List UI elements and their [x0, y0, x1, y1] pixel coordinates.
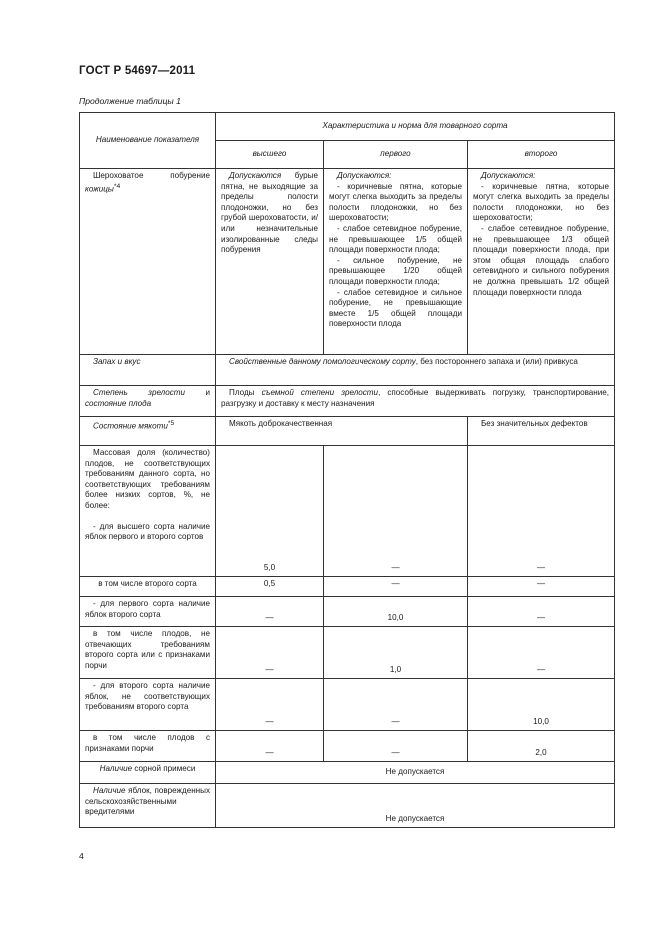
smell-name: Запах и вкус: [80, 355, 216, 386]
row-pulp: [80, 417, 615, 446]
roughness-second: Допускаются: - коричневые пятна, которые могут слегка выходить за пределы полости плодоножки, но без шероховатости; - слабое сетевидное побурение, не превышающее 1/3 общей площади поверхности плода, при этом общая площадь слабого сетевидного и сильного побурения не должна превышать 1/2 общей площади поверхности плода: [468, 169, 615, 355]
incl-second-name: в том числе второго сорта: [80, 577, 216, 597]
mass-second-value: —: [468, 446, 615, 577]
row-roughness: [80, 169, 615, 355]
quality-table: [79, 112, 615, 828]
header-characteristic: Характеристика и норма для товарного сорта: [216, 113, 615, 141]
for-second-second: 10,0: [468, 679, 615, 731]
row-pests: [80, 784, 615, 828]
for-first-second: —: [468, 597, 615, 627]
table-header-row: [80, 113, 615, 141]
standard-header: ГОСТ Р 54697—2011: [79, 65, 196, 77]
mass-first-value: —: [324, 446, 468, 577]
pulp-value-highest-first: Мякоть доброкачественная: [216, 417, 468, 446]
table-caption: Продолжение таблицы 1: [79, 96, 181, 106]
header-grade-first: первого: [324, 141, 468, 169]
incl-second-highest: 0,5: [216, 577, 324, 597]
for-first-first: 10,0: [324, 597, 468, 627]
row-for-first: [80, 597, 615, 627]
for-second-highest: —: [216, 679, 324, 731]
ripeness-name: Степень зрелости и состояние плода: [80, 386, 216, 417]
header-grade-second: второго: [468, 141, 615, 169]
pests-name: Наличие яблок, поврежденных сельскохозяйственными вредителями: [80, 784, 216, 828]
incl-spoil-name: в том числе плодов с признаками порчи: [80, 731, 216, 762]
header-indicator-name: Наименование показателя: [80, 113, 216, 169]
roughness-first: Допускаются: - коричневые пятна, которые могут слегка выходить за пределы полости плодоножки, но без шероховатости; - слабое сетевидное побурение, не превышающее 1/5 общей площади поверхности плода; - сильное побурение, не превышающее 1/20 общей площади поверхности плода; - слабое сетевидное и сильное побурение, не превышающие вместе 1/5 общей площади поверхности плода: [324, 169, 468, 355]
mass-highest-value: 5,0: [216, 446, 324, 577]
ripeness-value: Плоды съемной степени зрелости, способные выдерживать погрузку, транспортирование, разгрузку и доставку к месту назначения: [216, 386, 615, 417]
incl-spoil-second: 2,0: [468, 731, 615, 762]
roughness-name: Шероховатое побурение кожицы$^{*4}$: [80, 169, 216, 355]
incl-unfit-second: —: [468, 627, 615, 679]
for-first-name: - для первого сорта наличие яблок второго сорта: [80, 597, 216, 627]
row-weeds: [80, 762, 615, 784]
row-for-second: [80, 679, 615, 731]
row-incl-unfit: [80, 627, 615, 679]
row-ripeness: [80, 386, 615, 417]
for-second-first: —: [324, 679, 468, 731]
roughness-highest: Допускаются бурые пятна, не выходящие за пределы полости плодоножки, но без грубой шероховатости, и/или незначительные изолированные следы побурения: [216, 169, 324, 355]
incl-unfit-name: в том числе плодов, не отвечающих требованиям второго сорта или с признаками порчи: [80, 627, 216, 679]
page-number: 4: [79, 851, 84, 861]
incl-spoil-highest: —: [216, 731, 324, 762]
for-second-name: - для второго сорта наличие яблок, не соответствующих требованиям второго сорта: [80, 679, 216, 731]
row-smell: [80, 355, 615, 386]
pulp-value-second: Без значительных дефектов: [468, 417, 615, 446]
weeds-name: Наличие сорной примеси: [80, 762, 216, 784]
pulp-name: Состояние мякоти$^{*5}$: [80, 417, 216, 446]
incl-second-second: —: [468, 577, 615, 597]
row-mass-highest: [80, 446, 615, 577]
mass-name: Массовая доля (количество) плодов, не соответствующих требованиям данного сорта, но соответствующих требованиям более низких сортов, %, не более: - для высшего сорта наличие яблок первого и второго сортов: [80, 446, 216, 577]
row-incl-second: [80, 577, 615, 597]
row-incl-spoil: [80, 731, 615, 762]
for-first-highest: —: [216, 597, 324, 627]
incl-second-first: —: [324, 577, 468, 597]
incl-unfit-first: 1,0: [324, 627, 468, 679]
smell-value: Свойственные данному помологическому сорту, без постороннего запаха и (или) привкуса: [216, 355, 615, 386]
incl-spoil-first: —: [324, 731, 468, 762]
header-grade-highest: высшего: [216, 141, 324, 169]
pests-value: Не допускается: [216, 784, 615, 828]
weeds-value: Не допускается: [216, 762, 615, 784]
incl-unfit-highest: —: [216, 627, 324, 679]
